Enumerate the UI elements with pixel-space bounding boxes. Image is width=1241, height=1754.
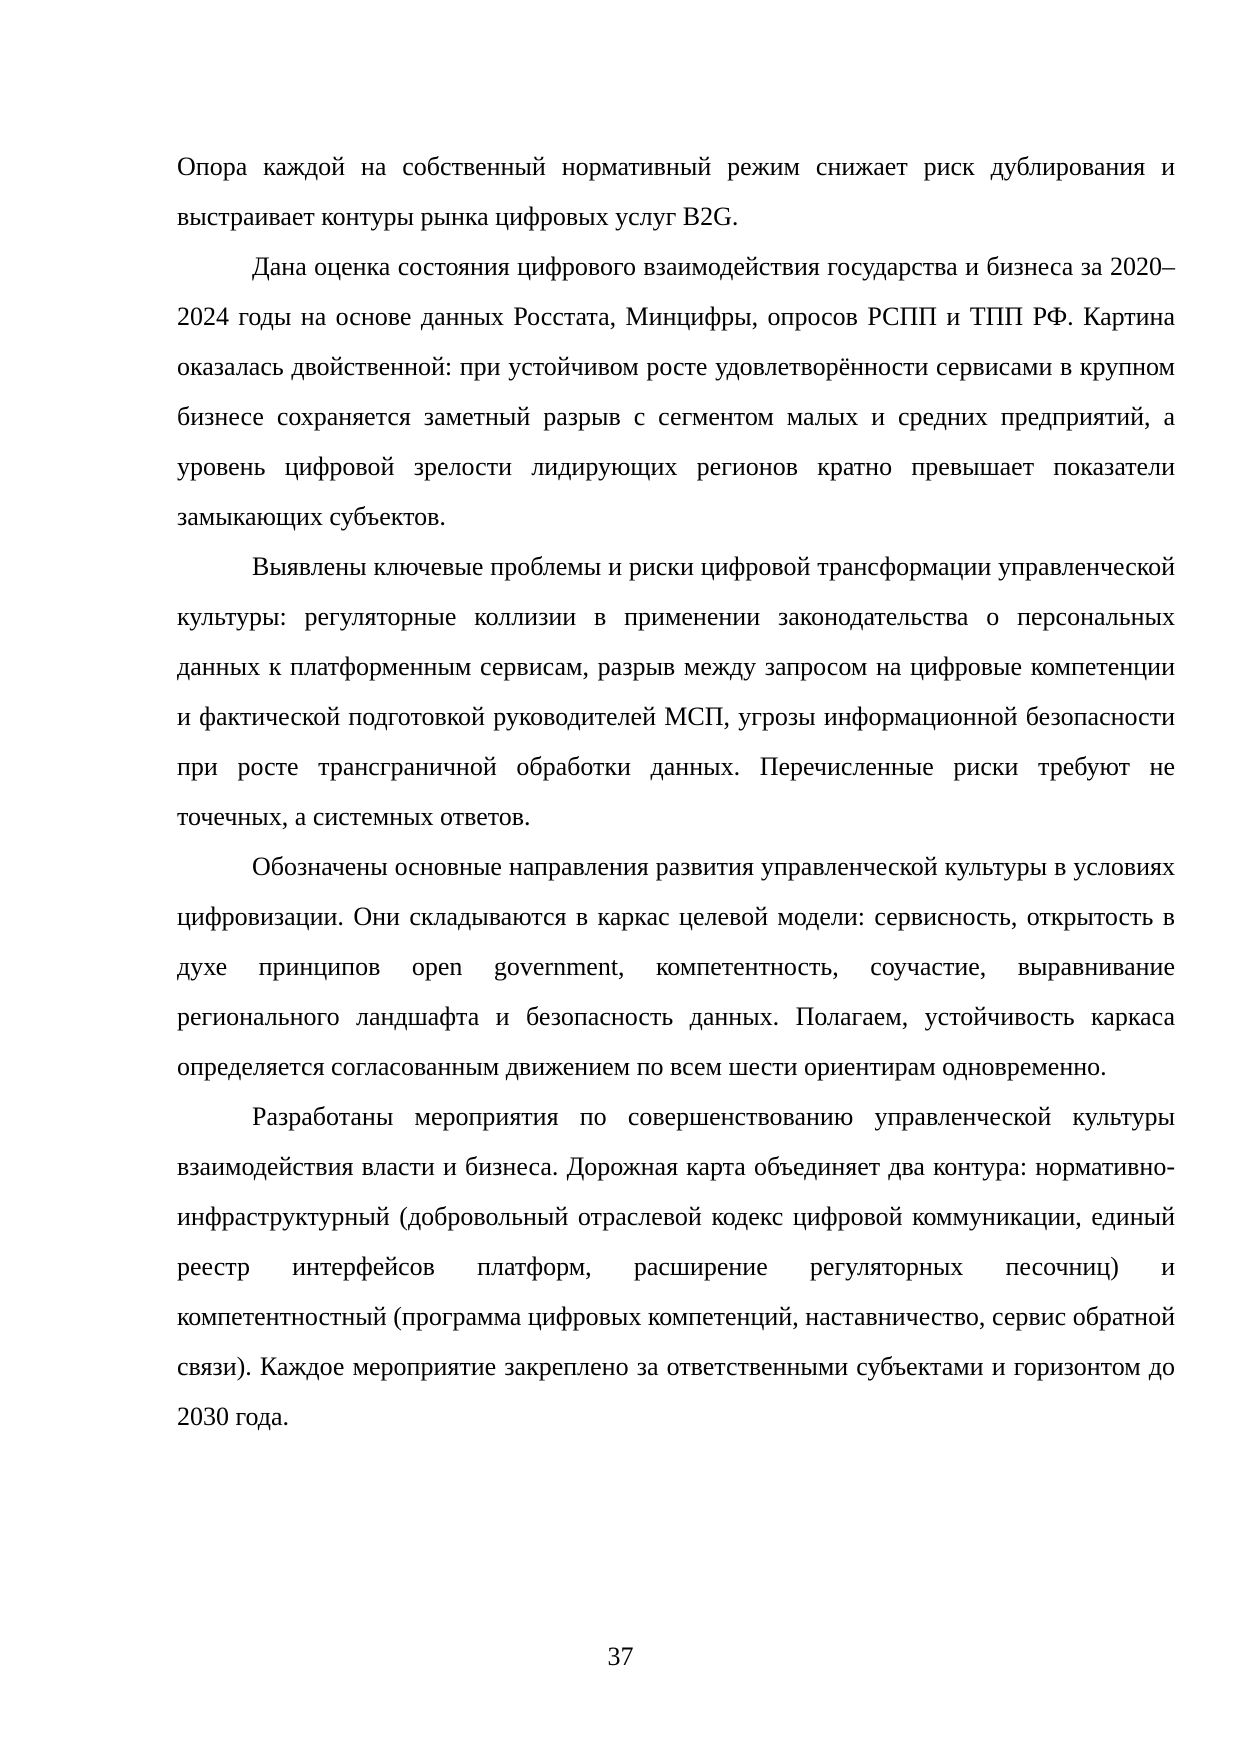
paragraph-4: Обозначены основные направления развития управленческой культуры в условиях цифровизации. Они складываются в каркас целевой модели: сервисность, открытость в духе принципов open government, компетентность, соучастие, выравнивание регионального ландшафта и безопасность данных. Полагаем, устойчивость каркаса определяется согласованным движением по всем шести ориентирам одновременно. [177,852,1175,1081]
paragraph-5: Разработаны мероприятия по совершенствованию управленческой культуры взаимодействия власти и бизнеса. Дорожная карта объединяет два контура: нормативно-инфраструктурный (добровольный отраслевой кодекс цифровой коммуникации, единый реестр интерфейсов платформ, расширение регуляторных песочниц) и компетентностный (программа цифровых компетенций, наставничество, сервис обратной связи). Каждое мероприятие закреплено за ответственными субъектами и горизонтом до 2030 года. [177,1102,1175,1431]
page-number: 37 [607,1642,634,1671]
paragraph-2: Дана оценка состояния цифрового взаимодействия государства и бизнеса за 2020–2024 годы на основе данных Росстата, Минцифры, опросов РСПП и ТПП РФ. Картина оказалась двойственной: при устойчивом росте удовлетворённости сервисами в крупном бизнесе сохраняется заметный разрыв с сегментом малых и средних предприятий, а уровень цифровой зрелости лидирующих регионов кратно превышает показатели замыкающих субъектов. [177,252,1175,531]
paragraph-1: Опора каждой на собственный нормативный режим снижает риск дублирования и выстраивает контуры рынка цифровых услуг B2G. [177,152,1175,231]
paragraph-3: Выявлены ключевые проблемы и риски цифровой трансформации управленческой культуры: регуляторные коллизии в применении законодательства о персональных данных к платформенным сервисам, разрыв между запросом на цифровые компетенции и фактической подготовкой руководителей МСП, угрозы информационной безопасности при росте трансграничной обработки данных. Перечисленные риски требуют не точечных, а системных ответов. [177,552,1175,831]
body-text [177,142,1175,1442]
